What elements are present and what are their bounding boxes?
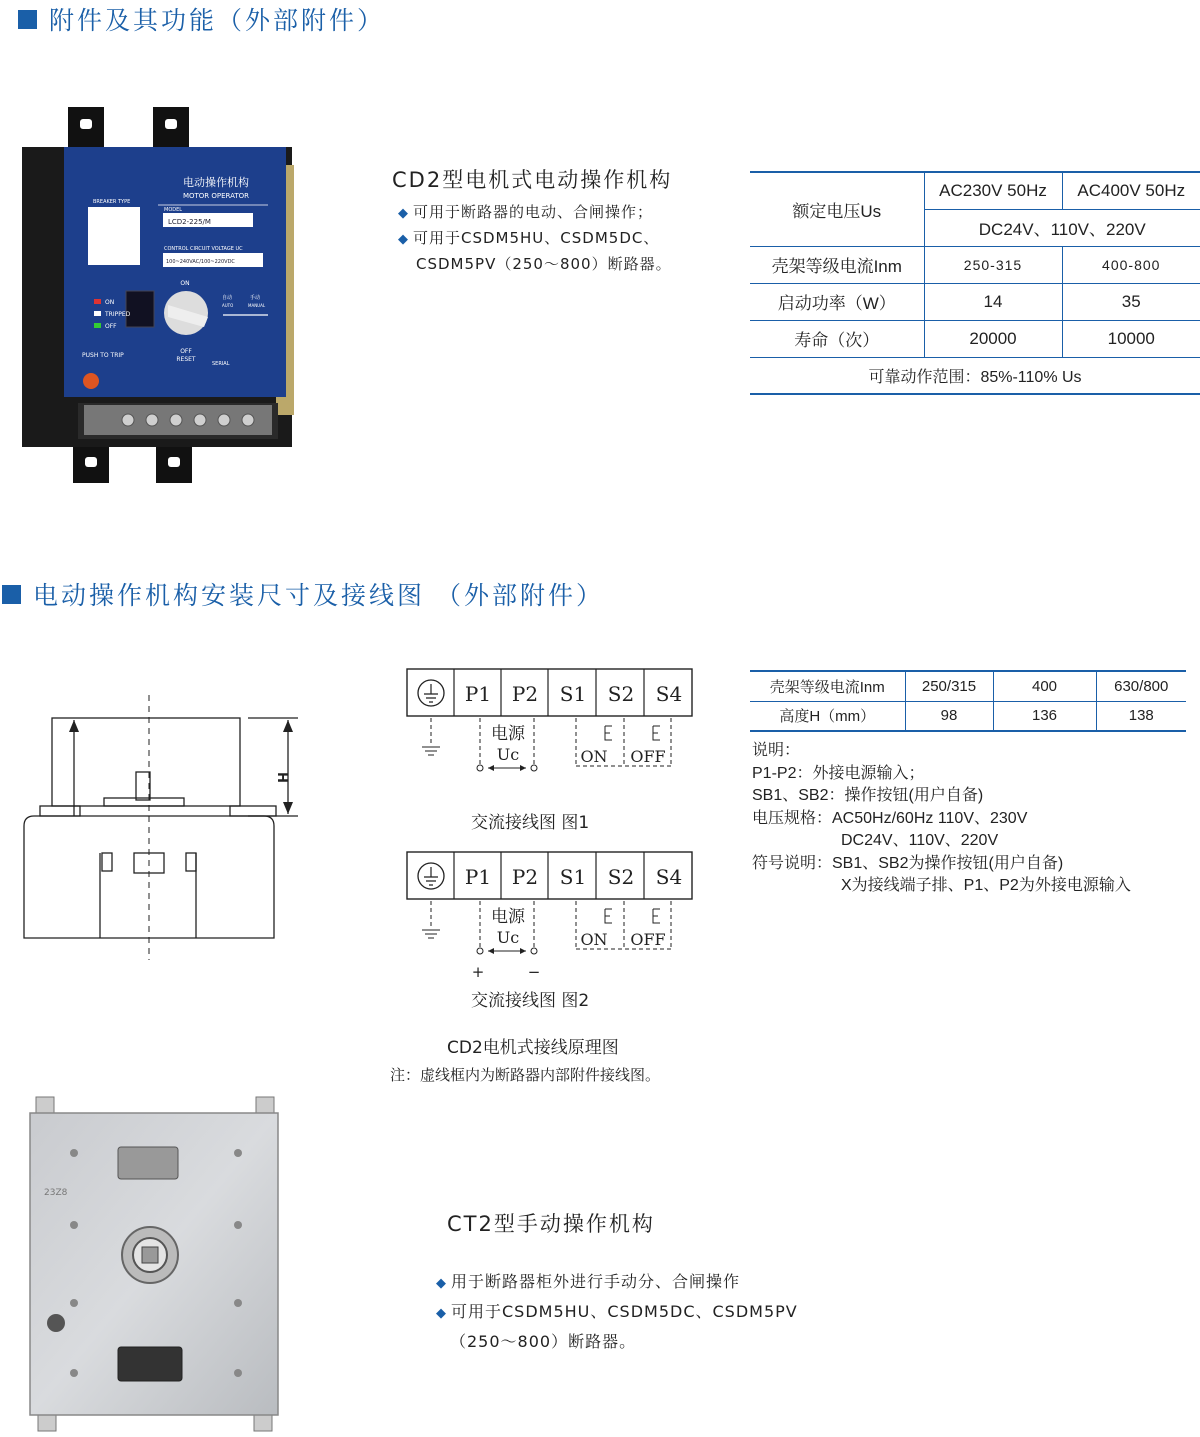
device-on-label: ON	[105, 299, 115, 306]
on-label-fig2: ON	[580, 930, 608, 949]
power-label: 电源	[491, 724, 525, 744]
square-bullet-icon	[18, 10, 37, 29]
device-ccv-value: 100~240VAC/100~220VDC	[166, 259, 235, 265]
height-table-h3: 400	[993, 671, 1096, 701]
rated-voltage-dc: DC24V、110V、220V	[924, 209, 1200, 246]
life-1: 20000	[924, 320, 1062, 357]
plus-label: +	[471, 963, 485, 981]
minus-label: −	[527, 963, 541, 981]
device-off-label: OFF	[105, 323, 117, 330]
device-push-to-trip: PUSH TO TRIP	[82, 352, 124, 359]
device-reset: RESET	[176, 356, 196, 363]
terminal-s2-fig2: S2	[607, 865, 635, 889]
power-2: 35	[1062, 283, 1200, 320]
off-label-fig2: OFF	[630, 930, 666, 949]
cd2-bullet-3: CSDM5PV（250～800）断路器。	[416, 255, 672, 273]
cd2-bullet-1: ◆ 可用于断路器的电动、合闸操作；	[398, 203, 654, 221]
off-label: OFF	[630, 747, 666, 766]
device-knob-on: ON	[180, 280, 190, 287]
device-tripped-label: TRIPPED	[105, 311, 131, 318]
on-label: ON	[580, 747, 608, 766]
device-serial: SERIAL	[212, 361, 230, 367]
device-header-en: MOTOR OPERATOR	[182, 192, 250, 200]
manual-operator-image	[22, 1095, 282, 1435]
terminal-p1-fig2: P1	[464, 865, 492, 889]
terminal-s4: S4	[655, 682, 683, 706]
fig2-caption: 交流接线图 图2	[471, 991, 590, 1011]
note-line: 电压规格：AC50Hz/60Hz 110V、230V	[752, 809, 1028, 827]
device-auto: AUTO	[222, 303, 234, 308]
diamond-bullet-icon: ◆	[436, 1276, 447, 1291]
cd2-bullet-2: ◆ 可用于CSDM5HU、CSDM5DC、	[398, 229, 660, 247]
diamond-bullet-icon: ◆	[398, 206, 409, 221]
height-table-h1: 壳架等级电流Inm	[750, 671, 905, 701]
ct2-bullet-2: ◆ 可用于CSDM5HU、CSDM5DC、CSDM5PV	[436, 1302, 798, 1321]
operating-range: 可靠动作范围：85%-110% Us	[750, 357, 1200, 394]
terminal-p2-fig2: P2	[511, 865, 539, 889]
device-manual-cn: 手动	[250, 295, 261, 301]
wiring-caption: CD2电机式接线原理图	[447, 1038, 619, 1058]
height-table-h4: 630/800	[1096, 671, 1186, 701]
frame-current-label: 壳架等级电流Inm	[750, 246, 924, 283]
wiring-note: 注：虚线框内为断路器内部附件接线图。	[390, 1066, 661, 1084]
note-line: DC24V、110V、220V	[841, 832, 999, 849]
terminal-p2: P2	[511, 682, 539, 706]
life-2: 10000	[1062, 320, 1200, 357]
dimension-drawing	[20, 690, 310, 965]
section1-title: 附件及其功能（外部附件）	[18, 1, 385, 37]
device-model-label: MODEL	[164, 207, 183, 213]
cd2-bullets	[398, 200, 672, 277]
terminal-s1-fig2: S1	[559, 865, 587, 889]
device-breaker-type: BREAKER TYPE	[93, 199, 131, 205]
rated-voltage-ac1: AC230V 50Hz	[924, 172, 1062, 209]
diamond-bullet-icon: ◆	[436, 1306, 447, 1321]
power-1: 14	[924, 283, 1062, 320]
square-bullet-icon	[2, 585, 21, 604]
terminal-p1: P1	[464, 682, 492, 706]
device-manual: MANUAL	[248, 303, 266, 308]
height-table-r3: 136	[993, 701, 1096, 731]
life-label: 寿命（次）	[750, 320, 924, 357]
cd2-spec-table	[750, 171, 1200, 395]
motor-operator-image	[18, 105, 298, 485]
note-line: 说明：	[752, 742, 801, 759]
device-ccv-label: CONTROL CIRCUIT VOLTAGE UC	[164, 246, 243, 252]
note-line: X为接线端子排、P1、P2为外接电源输入	[841, 877, 1131, 894]
frame-current-1: 250-315	[924, 246, 1062, 283]
power-label-fig2: 电源	[491, 907, 525, 927]
device-header: 电动操作机构	[183, 176, 249, 189]
note-line: 符号说明：SB1、SB2为操作按钮(用户自备)	[752, 854, 1064, 872]
ct2-bullets	[436, 1268, 798, 1356]
ct2-title: CT2型手动操作机构	[447, 1212, 655, 1236]
cd2-title: CD2型电机式电动操作机构	[392, 168, 673, 192]
notes-block	[752, 740, 1131, 898]
frame-current-2: 400-800	[1062, 246, 1200, 283]
note-line: SB1、SB2：操作按钮(用户自备)	[752, 787, 984, 804]
plate-mark: 23Z8	[44, 1188, 68, 1198]
fig1-caption: 交流接线图 图1	[471, 813, 590, 833]
rated-voltage-ac2: AC400V 50Hz	[1062, 172, 1200, 209]
terminal-s4-fig2: S4	[655, 865, 683, 889]
uc-label-fig2: Uc	[496, 928, 520, 947]
device-model-value: LCD2-225/M	[168, 218, 211, 226]
height-table	[750, 670, 1186, 732]
ct2-bullet-1: ◆ 用于断路器柜外进行手动分、合闸操作	[436, 1272, 741, 1291]
height-table-r2: 98	[905, 701, 993, 731]
power-label: 启动功率（W）	[750, 283, 924, 320]
height-table-r1: 高度H（mm）	[750, 701, 905, 731]
note-line: P1-P2：外接电源输入；	[752, 764, 925, 782]
device-auto-cn: 自动	[222, 295, 233, 301]
rated-voltage-label: 额定电压Us	[750, 172, 924, 246]
dimension-h-label: H	[274, 772, 289, 783]
uc-label: Uc	[496, 745, 520, 764]
terminal-s2: S2	[607, 682, 635, 706]
height-table-h2: 250/315	[905, 671, 993, 701]
terminal-s1: S1	[559, 682, 587, 706]
diamond-bullet-icon: ◆	[398, 232, 409, 247]
section2-title: 电动操作机构安装尺寸及接线图 （外部附件）	[2, 576, 604, 612]
height-table-r4: 138	[1096, 701, 1186, 731]
ct2-bullet-3: （250～800）断路器。	[450, 1332, 637, 1351]
device-knob-off: OFF	[180, 348, 192, 355]
